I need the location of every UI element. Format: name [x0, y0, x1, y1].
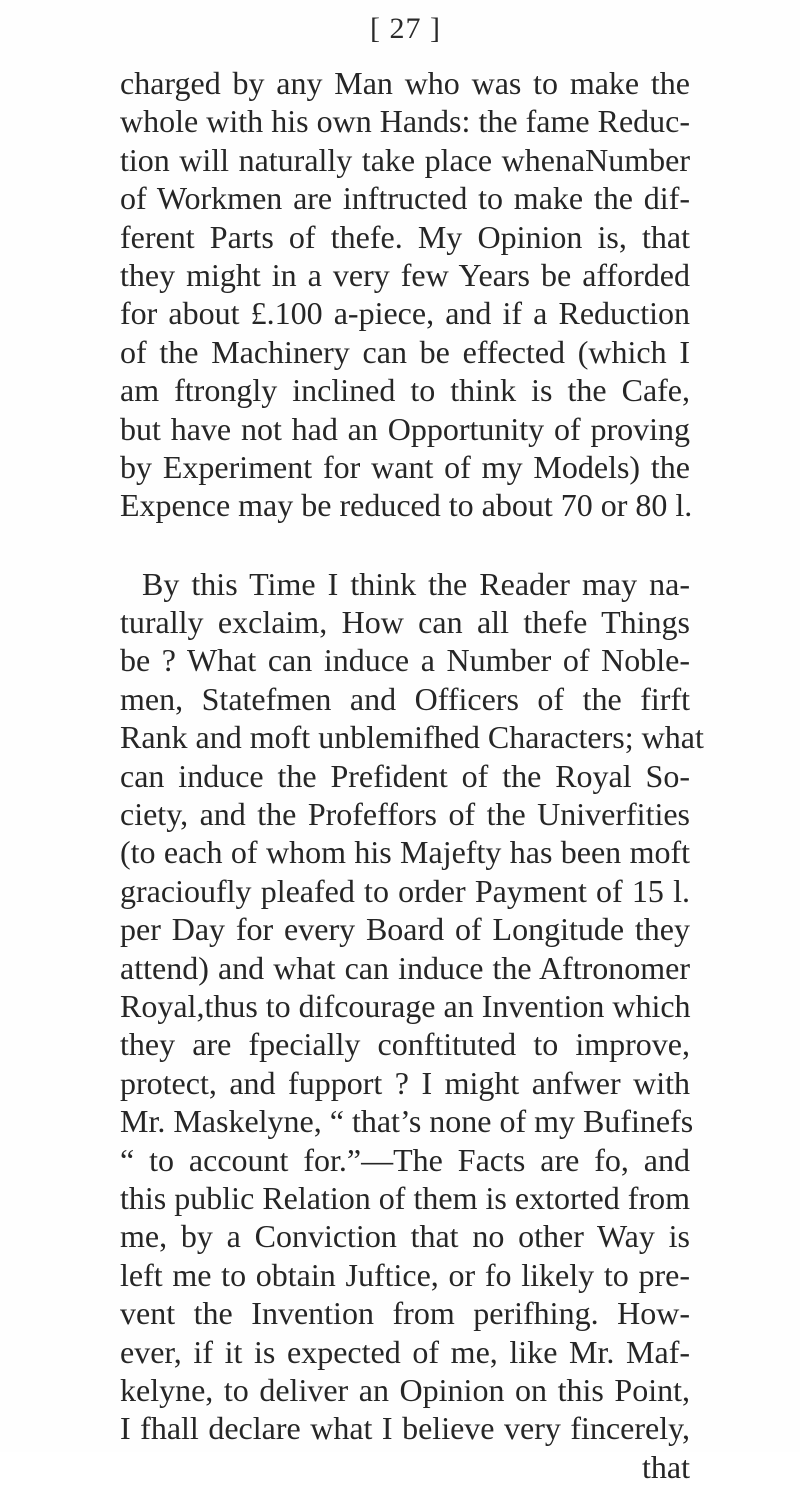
text-line: gracioufly pleafed to order Payment of 15 l.: [120, 872, 690, 909]
text-line: vent the Invention from perifhing. How-: [120, 1295, 690, 1332]
text-line: Expence may be reduced to about 70 or 80 l.: [120, 487, 693, 524]
body-text: [120, 64, 704, 1486]
text-line: left me to obtain Juftice, or fo likely to pre-: [120, 1256, 690, 1293]
text-line: charged by any Man who was to make the: [120, 65, 690, 101]
text-line: “ to account for.”—The Facts are fo, and: [120, 1141, 690, 1178]
text-line: they might in a very few Years be afforded: [120, 256, 690, 293]
text-line: of the Machinery can be effected (which I: [120, 333, 690, 370]
page-number-header: [ 27 ]: [370, 12, 441, 45]
paragraph-gap: [120, 525, 690, 565]
text-line: by Experiment for want of my Models) the: [120, 448, 690, 485]
text-line: but have not had an Opportunity of proving: [120, 410, 690, 447]
paragraph-1: [120, 64, 693, 525]
text-line: I fhall declare what I believe very fincerely,: [120, 1410, 690, 1447]
text-line: this public Relation of them is extorted from: [120, 1179, 690, 1216]
text-line: they are fpecially conftituted to improve,: [120, 1026, 690, 1063]
text-line: attend) and what can induce the Aftronomer: [120, 949, 690, 986]
text-line: Mr. Maskelyne, “ that’s none of my Bufinefs: [120, 1103, 694, 1140]
text-line: turally exclaim, How can all thefe Things: [120, 604, 690, 641]
text-line: me, by a Conviction that no other Way is: [120, 1218, 690, 1255]
text-line: be ? What can induce a Number of Noble-: [120, 642, 690, 679]
text-line: ciety, and the Profeffors of the Univerfities: [120, 796, 690, 833]
catchword: that: [642, 1448, 690, 1485]
text-line: ferent Parts of thefe. My Opinion is, that: [120, 218, 690, 255]
text-line: am ftrongly inclined to think is the Cafe,: [120, 372, 690, 409]
text-line: Rank and moft unblemifhed Characters; what: [120, 719, 704, 756]
text-line: protect, and fupport ? I might anfwer with: [120, 1064, 690, 1101]
text-line: of Workmen are inftructed to make the dif-: [120, 180, 690, 217]
text-line: can induce the Prefident of the Royal So-: [120, 757, 690, 794]
text-line: men, Statefmen and Officers of the firft: [120, 680, 690, 717]
text-line: per Day for every Board of Longitude they: [120, 911, 690, 948]
text-line: (to each of whom his Majefty has been moft: [120, 834, 690, 871]
text-line: for about £.100 a-piece, and if a Reduction: [120, 295, 690, 332]
text-line: By this Time I think the Reader may na-: [142, 565, 690, 602]
text-line: kelyne, to deliver an Opinion on this Point,: [120, 1371, 690, 1408]
text-line: whole with his own Hands: the fame Reduc-: [120, 103, 690, 140]
text-line: tion will naturally take place whenaNumber: [120, 141, 690, 178]
text-line: Royal,thus to difcourage an Invention which: [120, 987, 691, 1024]
text-line: ever, if it is expected of me, like Mr. Maf-: [120, 1333, 690, 1370]
paragraph-2: [120, 565, 704, 1448]
